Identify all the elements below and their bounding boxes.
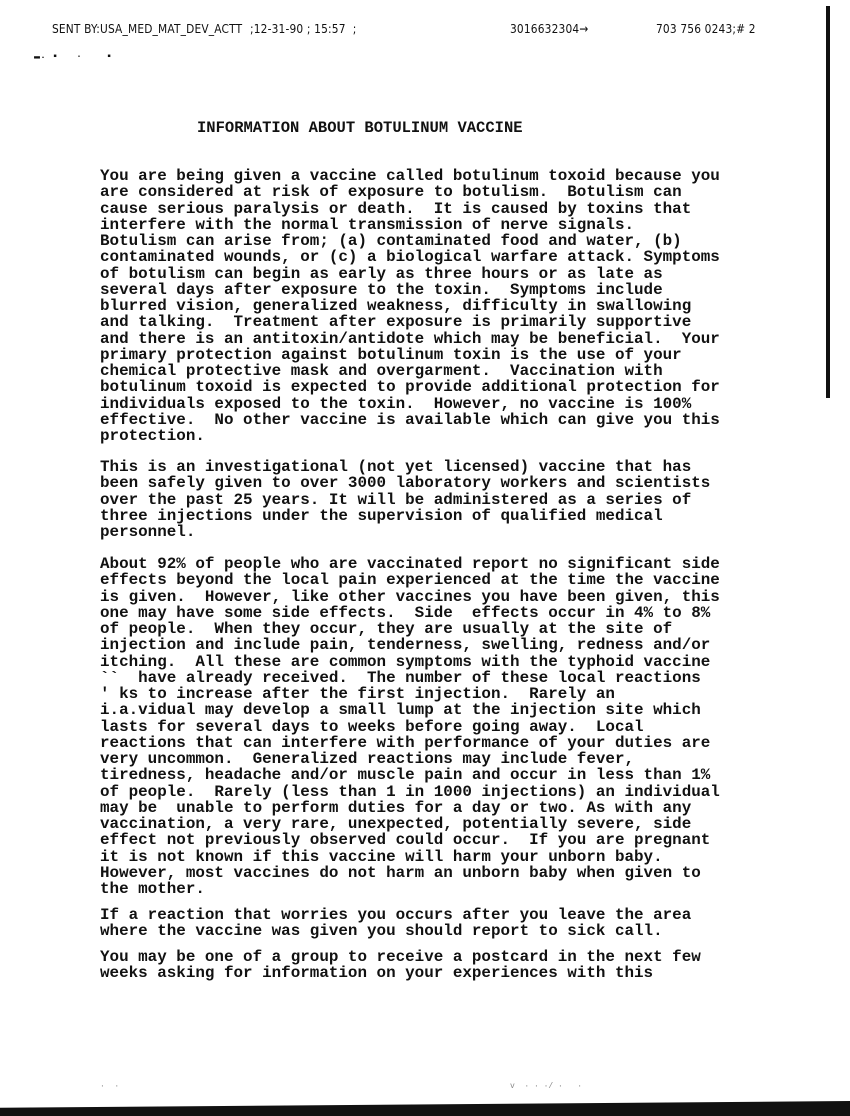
text-line: individuals exposed to the toxin. However, no vaccine is 100% [100,394,692,413]
paragraph [100,949,701,982]
fax-to-number: 703 756 0243;# 2 [656,21,756,36]
text-line: been safely given to over 3000 laboratory workers and scientists [100,474,711,493]
text-line: may be unable to perform duties for a day or two. As with any [100,798,692,817]
text-line: effects beyond the local pain experienced at the time the vaccine [100,571,720,590]
text-line: where the vaccine was given you should report to sick call. [100,922,663,941]
text-line: However, most vaccines do not harm an unborn baby when given to [100,863,701,882]
text-line: several days after exposure to the toxin. Symptoms include [100,280,663,299]
text-line: interfere with the normal transmission of nerve signals. [100,215,635,234]
text-line: protection. [100,427,205,445]
text-line: You are being given a vaccine called botulinum toxoid because you [100,167,720,185]
text-line: Botulism can arise from; (a) contaminated food and water, (b) [100,232,682,250]
scan-noise: v · · ·/ · · [510,1082,583,1091]
text-line: is given. However, like other vaccines you have been given, this [100,587,720,606]
paragraph [100,459,710,540]
text-line: If a reaction that worries you occurs after you leave the area [100,906,692,924]
fax-datetime: ;12-31-90 ; 15:57 ; [250,21,357,36]
fax-sender: SENT BY:USA_MED_MAT_DEV_ACTT [52,21,243,36]
text-line: effective. No other vaccine is available which can give you this [100,410,720,429]
text-line: vaccination, a very rare, unexpected, potentially severe, side [100,815,692,833]
text-line: botulinum toxoid is expected to provide additional protection for [100,378,720,397]
text-line: and talking. Treatment after exposure is primarily supportive [100,313,692,332]
scan-smudge: ▬˖ ▪ · ▪ [34,52,113,63]
text-line: About 92% of people who are vaccinated report no significant side [100,555,720,573]
text-line: itching. All these are common symptoms with the typhoid vaccine [100,652,711,671]
text-line: blurred vision, generalized weakness, difficulty in swallowing [100,297,692,315]
text-line: This is an investigational (not yet licensed) vaccine that has [100,458,692,476]
text-line: one may have some side effects. Side effects occur in 4% to 8% [100,603,711,622]
text-line: contaminated wounds, or (c) a biological warfare attack. Symptoms [100,248,720,267]
text-line: chemical protective mask and overgarment. Vaccination with [100,362,663,380]
text-line: over the past 25 years. It will be administered as a series of [100,490,692,509]
text-line: lasts for several days to weeks before going away. Local [100,717,644,736]
text-line: three injections under the supervision of qualified medical [100,506,663,525]
text-line: of people. When they occur, they are usually at the site of [100,620,673,638]
text-line: cause serious paralysis or death. It is caused by toxins that [100,199,692,218]
text-line: and there is an antitoxin/antidote which may be beneficial. Your [100,329,720,348]
text-line: are considered at risk of exposure to botulism. Botulism can [100,183,682,202]
paragraph [100,556,720,897]
text-line: weeks asking for information on your experiences with this [100,964,654,983]
text-line: reactions that can interfere with performance of your duties are [100,733,711,752]
text-line: it is not known if this vaccine will harm your unborn baby. [100,847,663,866]
document-title: INFORMATION ABOUT BOTULINUM VACCINE [197,119,523,137]
text-line: of botulism can begin as early as three hours or as late as [100,264,663,283]
text-line: `` have already received. The number of these local reactions [100,668,701,687]
scan-noise: · · [100,1082,120,1091]
paragraph [100,907,691,940]
text-line: effect not previously observed could occur. If you are pregnant [100,831,711,850]
text-line: injection and include pain, tenderness, swelling, redness and/or [100,636,711,655]
text-line: i.a.vidual may develop a small lump at the injection site which [100,701,701,720]
fax-from-number: 3016632304→ [510,21,589,36]
text-line: very uncommon. Generalized reactions may include fever, [100,750,635,768]
text-line: primary protection against botulinum toxin is the use of your [100,345,682,364]
text-line: personnel. [100,523,196,541]
scan-edge-bar [826,6,830,398]
paragraph [100,168,720,444]
text-line: You may be one of a group to receive a postcard in the next few [100,948,701,966]
scan-bottom-edge [0,1101,850,1116]
text-line: the mother. [100,880,205,898]
text-line: tiredness, headache and/or muscle pain and occur in less than 1% [100,766,711,785]
text-line: ' ks to increase after the first injection. Rarely an [100,685,615,703]
text-line: of people. Rarely (less than 1 in 1000 injections) an individual [100,782,720,801]
